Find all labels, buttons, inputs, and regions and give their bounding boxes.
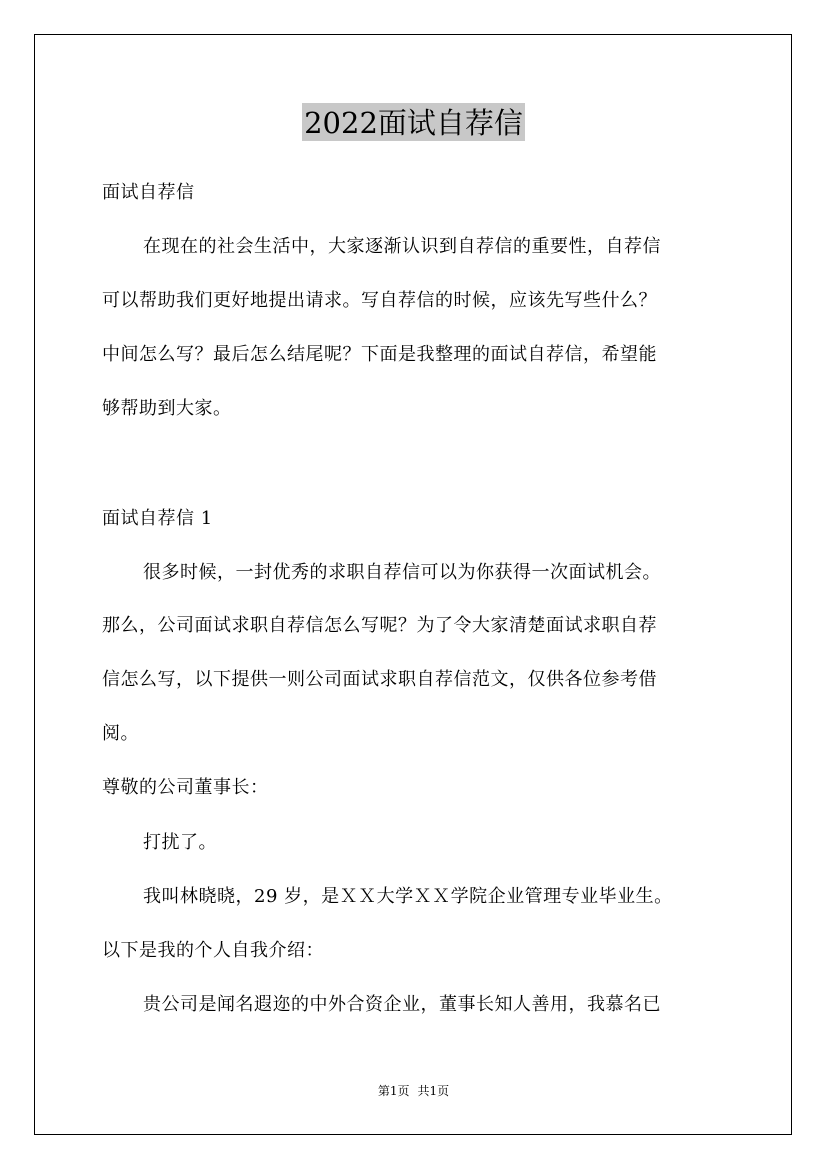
document-title: 2022面试自荐信 [302, 103, 525, 141]
document-title-wrap [0, 103, 827, 141]
section-heading: 面试自荐信 1 [102, 508, 213, 529]
paragraph-line: 贵公司是闻名遐迩的中外合资企业，董事长知人善用，我慕名已 [143, 994, 661, 1015]
paragraph-line: 我叫林晓晓，29 岁，是ＸＸ大学ＸＸ学院企业管理专业毕业生。 [143, 886, 673, 907]
paragraph-line: 中间怎么写？最后怎么结尾呢？下面是我整理的面试自荐信，希望能 [102, 344, 657, 365]
section-heading: 面试自荐信 [102, 182, 195, 203]
page-total: 共1页 [417, 1084, 450, 1098]
salutation: 尊敬的公司董事长： [102, 777, 269, 798]
paragraph-line: 可以帮助我们更好地提出请求。写自荐信的时候，应该先写些什么？ [102, 290, 657, 311]
paragraph-line: 很多时候，一封优秀的求职自荐信可以为你获得一次面试机会。 [143, 562, 661, 583]
paragraph-line: 在现在的社会生活中，大家逐渐认识到自荐信的重要性，自荐信 [143, 236, 661, 257]
paragraph-line: 阅。 [102, 723, 139, 744]
paragraph-line: 那么，公司面试求职自荐信怎么写呢？为了令大家清楚面试求职自荐 [102, 615, 657, 636]
paragraph-line: 信怎么写，以下提供一则公司面试求职自荐信范文，仅供各位参考借 [102, 669, 657, 690]
paragraph-line: 打扰了。 [143, 832, 217, 853]
paragraph-line: 以下是我的个人自我介绍： [102, 940, 324, 961]
page-footer [0, 1083, 827, 1099]
paragraph-line: 够帮助到大家。 [102, 398, 232, 419]
page-number: 第1页 [377, 1084, 410, 1098]
